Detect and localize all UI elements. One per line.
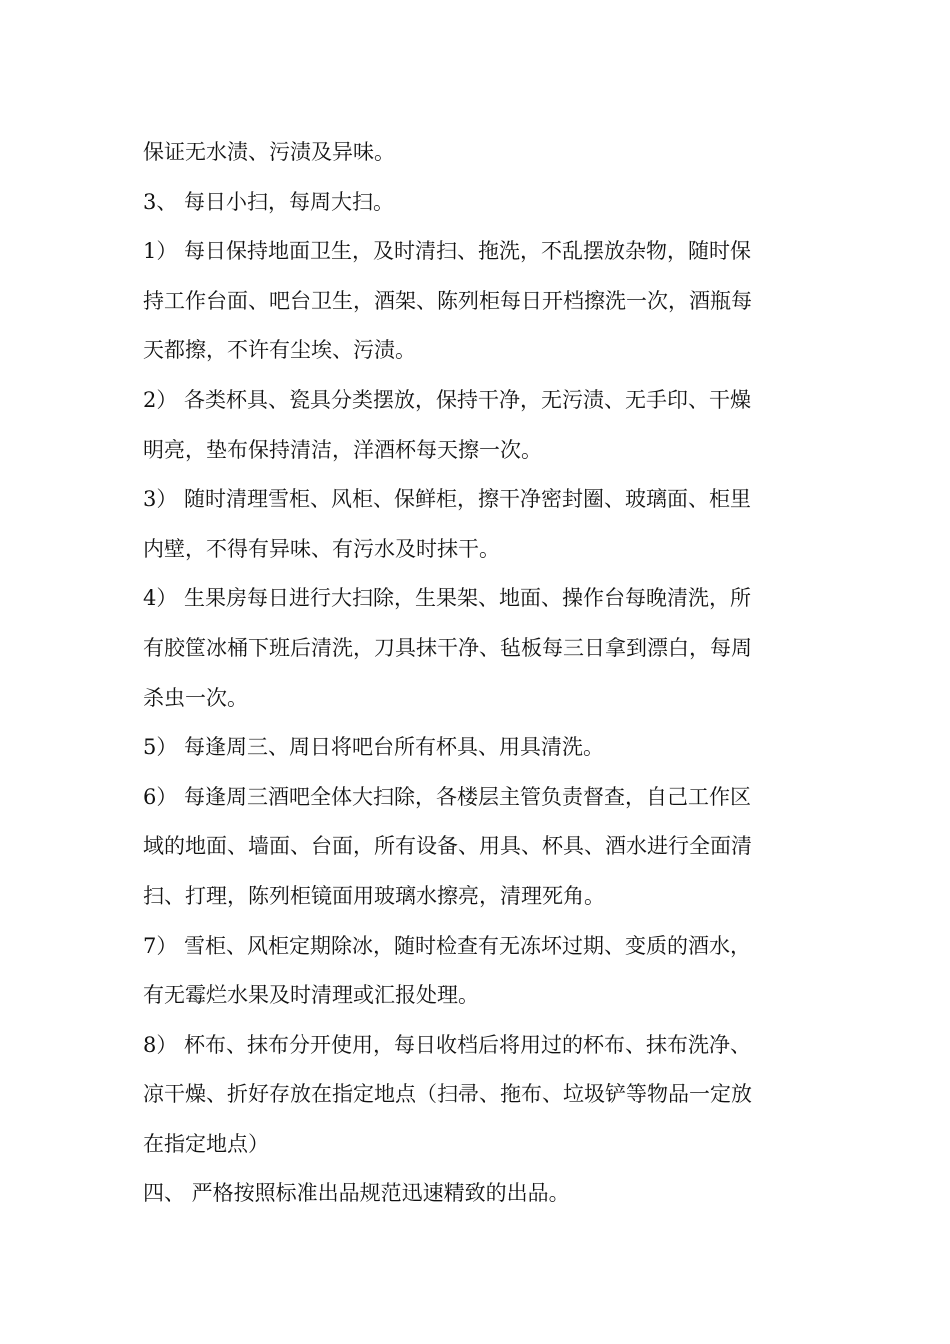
text-line: 有无霉烂水果及时清理或汇报处理。 [143,983,479,1008]
text-line: 在指定地点） [143,1131,269,1156]
text-line: 明亮，垫布保持清洁，洋酒杯每天擦一次。 [143,437,542,462]
text-line: 5） 每逢周三、周日将吧台所有杯具、用具清洗。 [143,735,605,760]
text-line: 2） 各类杯具、瓷具分类摆放，保持干净，无污渍、无手印、干燥 [143,387,752,412]
text-line: 天都擦，不许有尘埃、污渍。 [143,338,416,363]
text-line: 8） 杯布、抹布分开使用，每日收档后将用过的杯布、抹布洗净、 [143,1032,752,1057]
text-line: 有胶筐冰桶下班后清洗，刀具抹干净、毡板每三日拿到漂白，每周 [143,635,752,660]
text-line: 4） 生果房每日进行大扫除，生果架、地面、操作台每晚清洗，所 [143,586,752,611]
text-line: 7） 雪柜、风柜定期除冰，随时检查有无冻坏过期、变质的酒水， [143,933,752,958]
document-body [143,128,803,1219]
text-line: 1） 每日保持地面卫生，及时清扫、拖洗，不乱摆放杂物，随时保 [143,239,752,264]
text-line: 杀虫一次。 [143,685,248,710]
text-line: 凉干燥、折好存放在指定地点（扫帚、拖布、垃圾铲等物品一定放 [143,1082,752,1107]
text-line: 域的地面、墙面、台面，所有设备、用具、杯具、酒水进行全面清 [143,834,752,859]
text-line: 6） 每逢周三酒吧全体大扫除，各楼层主管负责督查，自己工作区 [143,784,752,809]
text-line: 四、 严格按照标准出品规范迅速精致的出品。 [143,1181,570,1206]
text-line: 内壁，不得有异味、有污水及时抹干。 [143,536,500,561]
text-line: 保证无水渍、污渍及异味。 [143,140,395,164]
text-line: 持工作台面、吧台卫生，酒架、陈列柜每日开档擦洗一次，酒瓶每 [143,288,752,313]
text-line: 3） 随时清理雪柜、风柜、保鲜柜，擦干净密封圈、玻璃面、柜里 [143,487,752,512]
text-line: 3、 每日小扫，每周大扫。 [143,189,395,214]
text-line: 扫、打理，陈列柜镜面用玻璃水擦亮，清理死角。 [143,883,605,908]
